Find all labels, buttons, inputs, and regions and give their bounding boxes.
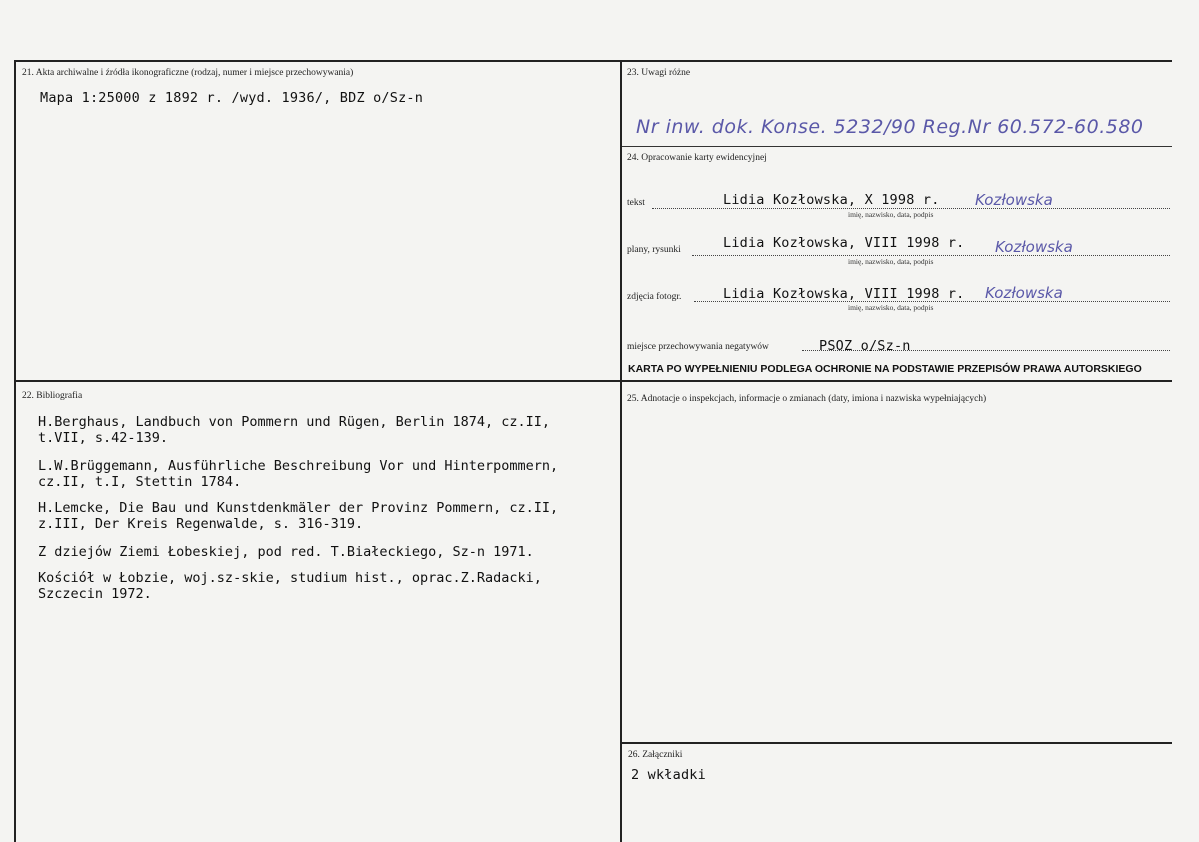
tekst-sublabel: imię, nazwisko, data, podpis xyxy=(848,210,934,219)
zdjecia-value: Lidia Kozłowska, VIII 1998 r. xyxy=(723,286,965,302)
plany-dotted-line xyxy=(692,255,1170,256)
middle-rule xyxy=(14,380,1172,382)
tekst-value: Lidia Kozłowska, X 1998 r. xyxy=(723,192,940,208)
plany-label: plany, rysunki xyxy=(627,245,681,255)
negatives-value: PSOZ o/Sz-n xyxy=(819,338,911,354)
section-22-label: 22. Bibliografia xyxy=(22,391,83,401)
bibliography-entry: H.Lemcke, Die Bau und Kunstdenkmäler der Provinz Pommern, cz.II, z.III, Der Kreis Regenwalde, s. 316-319. xyxy=(38,500,559,532)
left-border xyxy=(14,60,16,842)
tekst-label: tekst xyxy=(627,198,645,208)
section-21-label: 21. Akta archiwalne i źródła ikonograficzne (rodzaj, numer i miejsce przechowywania) xyxy=(22,68,354,78)
bibliography-entry: Z dziejów Ziemi Łobeskiej, pod red. T.Białeckiego, Sz-n 1971. xyxy=(38,544,534,560)
top-rule xyxy=(14,60,1172,62)
zdjecia-signature: Kozłowska xyxy=(985,284,1063,302)
copyright-notice: KARTA PO WYPEŁNIENIU PODLEGA OCHRONIE NA PODSTAWIE PRZEPISÓW PRAWA AUTORSKIEGO xyxy=(628,363,1142,375)
section-23-handwriting: Nr inw. dok. Konse. 5232/90 Reg.Nr 60.572-60.580 xyxy=(636,116,1144,138)
zdjecia-label: zdjęcia fotogr. xyxy=(627,292,682,302)
section-26-text: 2 wkładki xyxy=(631,767,706,783)
right-column-rule-26 xyxy=(621,742,1172,744)
right-column-rule-24 xyxy=(621,146,1172,147)
bibliography-entry: Kościół w Łobzie, woj.sz-skie, studium hist., oprac.Z.Radacki, Szczecin 1972. xyxy=(38,570,542,602)
tekst-dotted-line xyxy=(652,208,1170,209)
plany-value: Lidia Kozłowska, VIII 1998 r. xyxy=(723,235,965,251)
center-divider xyxy=(620,60,622,842)
tekst-signature: Kozłowska xyxy=(975,191,1053,209)
bibliography-entry: L.W.Brüggemann, Ausführliche Beschreibung Vor und Hinterpommern, cz.II, t.I, Stettin 1784. xyxy=(38,458,559,490)
negatives-label: miejsce przechowywania negatywów xyxy=(627,342,769,352)
section-24-label: 24. Opracowanie karty ewidencyjnej xyxy=(627,153,767,163)
section-26-label: 26. Załączniki xyxy=(628,750,683,760)
section-25-label: 25. Adnotacje o inspekcjach, informacje o zmianach (daty, imiona i nazwiska wypełniających) xyxy=(627,394,987,404)
plany-sublabel: imię, nazwisko, data, podpis xyxy=(848,257,934,266)
section-21-text: Mapa 1:25000 z 1892 r. /wyd. 1936/, BDZ o/Sz-n xyxy=(40,90,424,106)
plany-signature: Kozłowska xyxy=(995,238,1073,256)
zdjecia-sublabel: imię, nazwisko, data, podpis xyxy=(848,303,934,312)
section-23-label: 23. Uwagi różne xyxy=(627,68,691,78)
bibliography-entry: H.Berghaus, Landbuch von Pommern und Rügen, Berlin 1874, cz.II, t.VII, s.42-139. xyxy=(38,414,551,446)
